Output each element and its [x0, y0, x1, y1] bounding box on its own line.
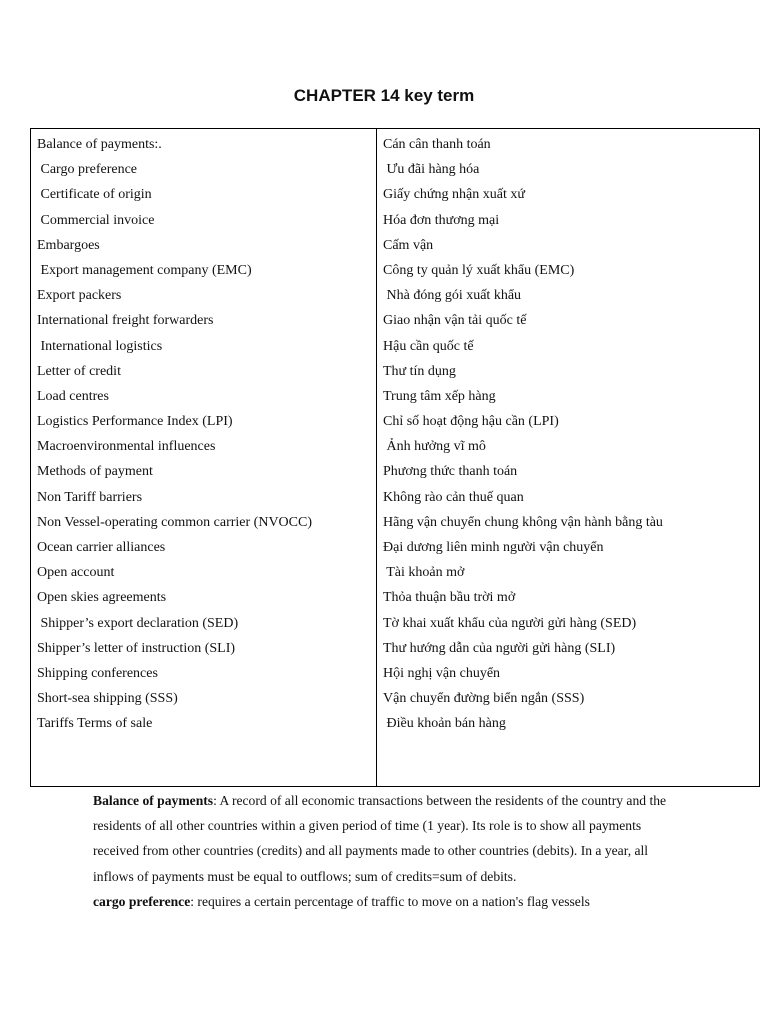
term-vietnamese: Hậu cần quốc tế — [383, 338, 474, 354]
term-english: Certificate of origin — [37, 187, 152, 203]
term-english: Shipper’s export declaration (SED) — [37, 615, 239, 631]
term-vietnamese: Vận chuyển đường biển ngắn (SSS) — [383, 691, 585, 707]
term-english: Export packers — [37, 288, 122, 304]
definitions-section — [93, 788, 683, 914]
english-terms-column — [31, 129, 377, 786]
term-vietnamese: Thư tín dụng — [383, 363, 456, 379]
term-vietnamese: Tờ khai xuất khẩu của người gửi hàng (SED) — [383, 615, 637, 631]
term-english: International logistics — [37, 338, 163, 354]
term-vietnamese: Giấy chứng nhận xuất xứ — [383, 187, 525, 203]
vietnamese-terms-column — [377, 129, 759, 786]
term-english: Embargoes — [37, 237, 100, 253]
term-english: Shipper’s letter of instruction (SLI) — [37, 640, 236, 656]
term-vietnamese: Giao nhận vận tải quốc tế — [383, 313, 527, 329]
term-vietnamese: Điều khoản bán hàng — [383, 716, 506, 732]
definition-text: : requires a certain percentage of traffic to move on a nation's flag vessels — [190, 893, 590, 909]
term-vietnamese: Hóa đơn thương mại — [383, 212, 500, 228]
term-english: Non Vessel-operating common carrier (NVOCC) — [37, 514, 313, 530]
term-vietnamese: Thỏa thuận bầu trời mở — [383, 590, 516, 606]
term-vietnamese: Tài khoản mở — [383, 565, 465, 581]
term-english: Macroenvironmental influences — [37, 439, 216, 455]
term-vietnamese: Phương thức thanh toán — [383, 464, 518, 480]
definition-paragraph — [93, 889, 683, 914]
term-vietnamese: Nhà đóng gói xuất khẩu — [383, 288, 522, 304]
definition-term: Balance of payments — [93, 793, 214, 808]
term-vietnamese: Chỉ số hoạt động hậu cần (LPI) — [383, 414, 559, 430]
term-english: Open account — [37, 565, 115, 581]
term-vietnamese: Ảnh hưởng vĩ mô — [383, 439, 486, 455]
page-title: CHAPTER 14 key term — [293, 86, 475, 105]
term-english: Letter of credit — [37, 363, 121, 379]
term-english: Load centres — [37, 388, 109, 404]
term-english: Open skies agreements — [37, 590, 167, 606]
term-vietnamese: Hội nghị vận chuyển — [383, 665, 501, 681]
term-vietnamese: Công ty quản lý xuất khẩu (EMC) — [383, 262, 575, 278]
definition-text: : A record of all economic transactions between the residents of the country and the residents of all other countries within a given period of time (1 year). Its role is to show all payments received from other countries (credits) and all payments made to other countries (debits). In a year, all inflows of payments must be equal to outflows; sum of credits=sum of debits. — [93, 793, 667, 884]
term-english: Commercial invoice — [37, 212, 155, 228]
term-vietnamese: Không rào cản thuế quan — [383, 489, 524, 505]
term-english: Export management company (EMC) — [37, 262, 252, 278]
key-terms-table — [30, 128, 760, 787]
term-english: Non Tariff barriers — [37, 489, 143, 505]
term-english: Short-sea shipping (SSS) — [37, 691, 178, 707]
term-english: International freight forwarders — [37, 313, 214, 329]
term-english: Balance of payments:. — [37, 137, 162, 152]
term-english: Tariffs Terms of sale — [37, 716, 153, 732]
term-english: Methods of payment — [37, 464, 153, 480]
term-vietnamese: Thư hướng dẫn của người gửi hàng (SLI) — [383, 640, 616, 656]
definition-paragraph — [93, 788, 683, 889]
term-vietnamese: Cán cân thanh toán — [383, 137, 491, 152]
term-english: Ocean carrier alliances — [37, 540, 166, 555]
term-vietnamese: Ưu đãi hàng hóa — [383, 162, 480, 178]
term-vietnamese: Đại dương liên minh người vận chuyển — [383, 540, 604, 555]
term-english: Cargo preference — [37, 162, 138, 178]
term-vietnamese: Cấm vận — [383, 237, 434, 253]
term-vietnamese: Hãng vận chuyển chung không vận hành bằng tàu — [383, 514, 663, 530]
term-english: Shipping conferences — [37, 665, 158, 681]
definition-term: cargo preference — [93, 893, 191, 909]
term-vietnamese: Trung tâm xếp hàng — [383, 388, 496, 404]
term-english: Logistics Performance Index (LPI) — [37, 414, 233, 430]
